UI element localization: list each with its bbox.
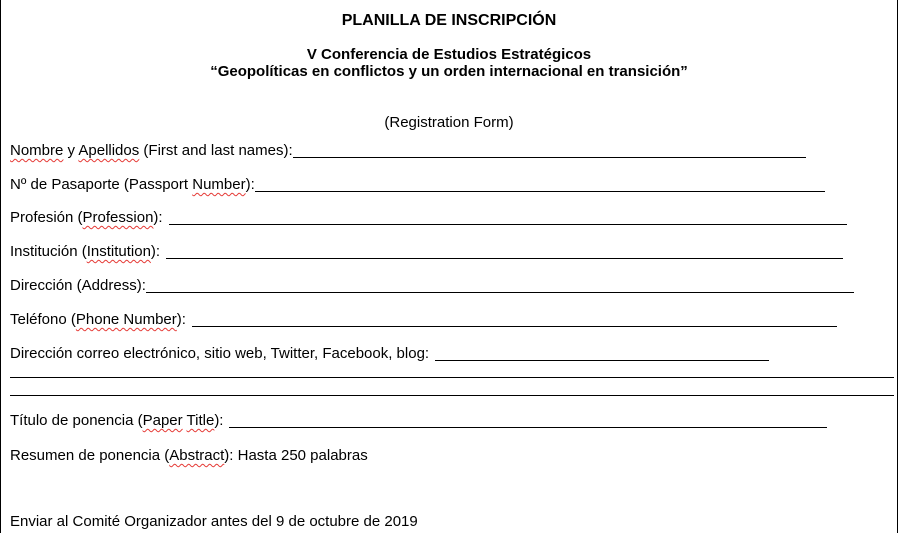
- conference-name: V Conferencia de Estudios Estratégicos: [306, 46, 592, 63]
- address-label: Dirección (Address):: [10, 277, 146, 294]
- address-blank-line[interactable]: [146, 278, 854, 293]
- contact-blank-line[interactable]: [435, 346, 769, 361]
- profession-label: Profesión (Profession):: [10, 209, 163, 226]
- registration-form-label: (Registration Form): [384, 114, 514, 131]
- conference-theme: “Geopolíticas en conflictos y un orden internacional en transición”: [210, 63, 688, 80]
- name-label: Nombre y Apellidos (First and last names):: [10, 142, 293, 159]
- phone-field: [10, 311, 837, 329]
- phone-blank-line[interactable]: [192, 312, 837, 327]
- passport-label: Nº de Pasaporte (Passport Number):: [10, 176, 255, 193]
- passport-field: [10, 176, 825, 194]
- abstract-label: Resumen de ponencia (Abstract): Hasta 250 palabras: [10, 447, 368, 464]
- profession-blank-line[interactable]: [169, 210, 847, 225]
- institution-field: [10, 243, 843, 261]
- paper-title-field: [10, 412, 827, 430]
- contact-extra-line-1[interactable]: [10, 377, 894, 378]
- institution-blank-line[interactable]: [166, 244, 843, 259]
- passport-blank-line[interactable]: [255, 177, 825, 192]
- form-title: PLANILLA DE INSCRIPCIÓN: [341, 12, 557, 29]
- address-field: [10, 277, 854, 295]
- contact-label: Dirección correo electrónico, sitio web, Twitter, Facebook, blog:: [10, 345, 430, 362]
- profession-field: [10, 209, 847, 227]
- phone-label: Teléfono (Phone Number):: [10, 311, 186, 328]
- name-field: [10, 142, 806, 160]
- paper-title-blank-line[interactable]: [229, 413, 827, 428]
- submission-deadline: Enviar al Comité Organizador antes del 9 de octubre de 2019: [10, 513, 418, 530]
- institution-label: Institución (Institution):: [10, 243, 161, 260]
- paper-title-label: Título de ponencia (Paper Title):: [10, 412, 224, 429]
- name-blank-line[interactable]: [293, 143, 806, 158]
- contact-extra-line-2[interactable]: [10, 395, 894, 396]
- contact-field: [10, 345, 769, 363]
